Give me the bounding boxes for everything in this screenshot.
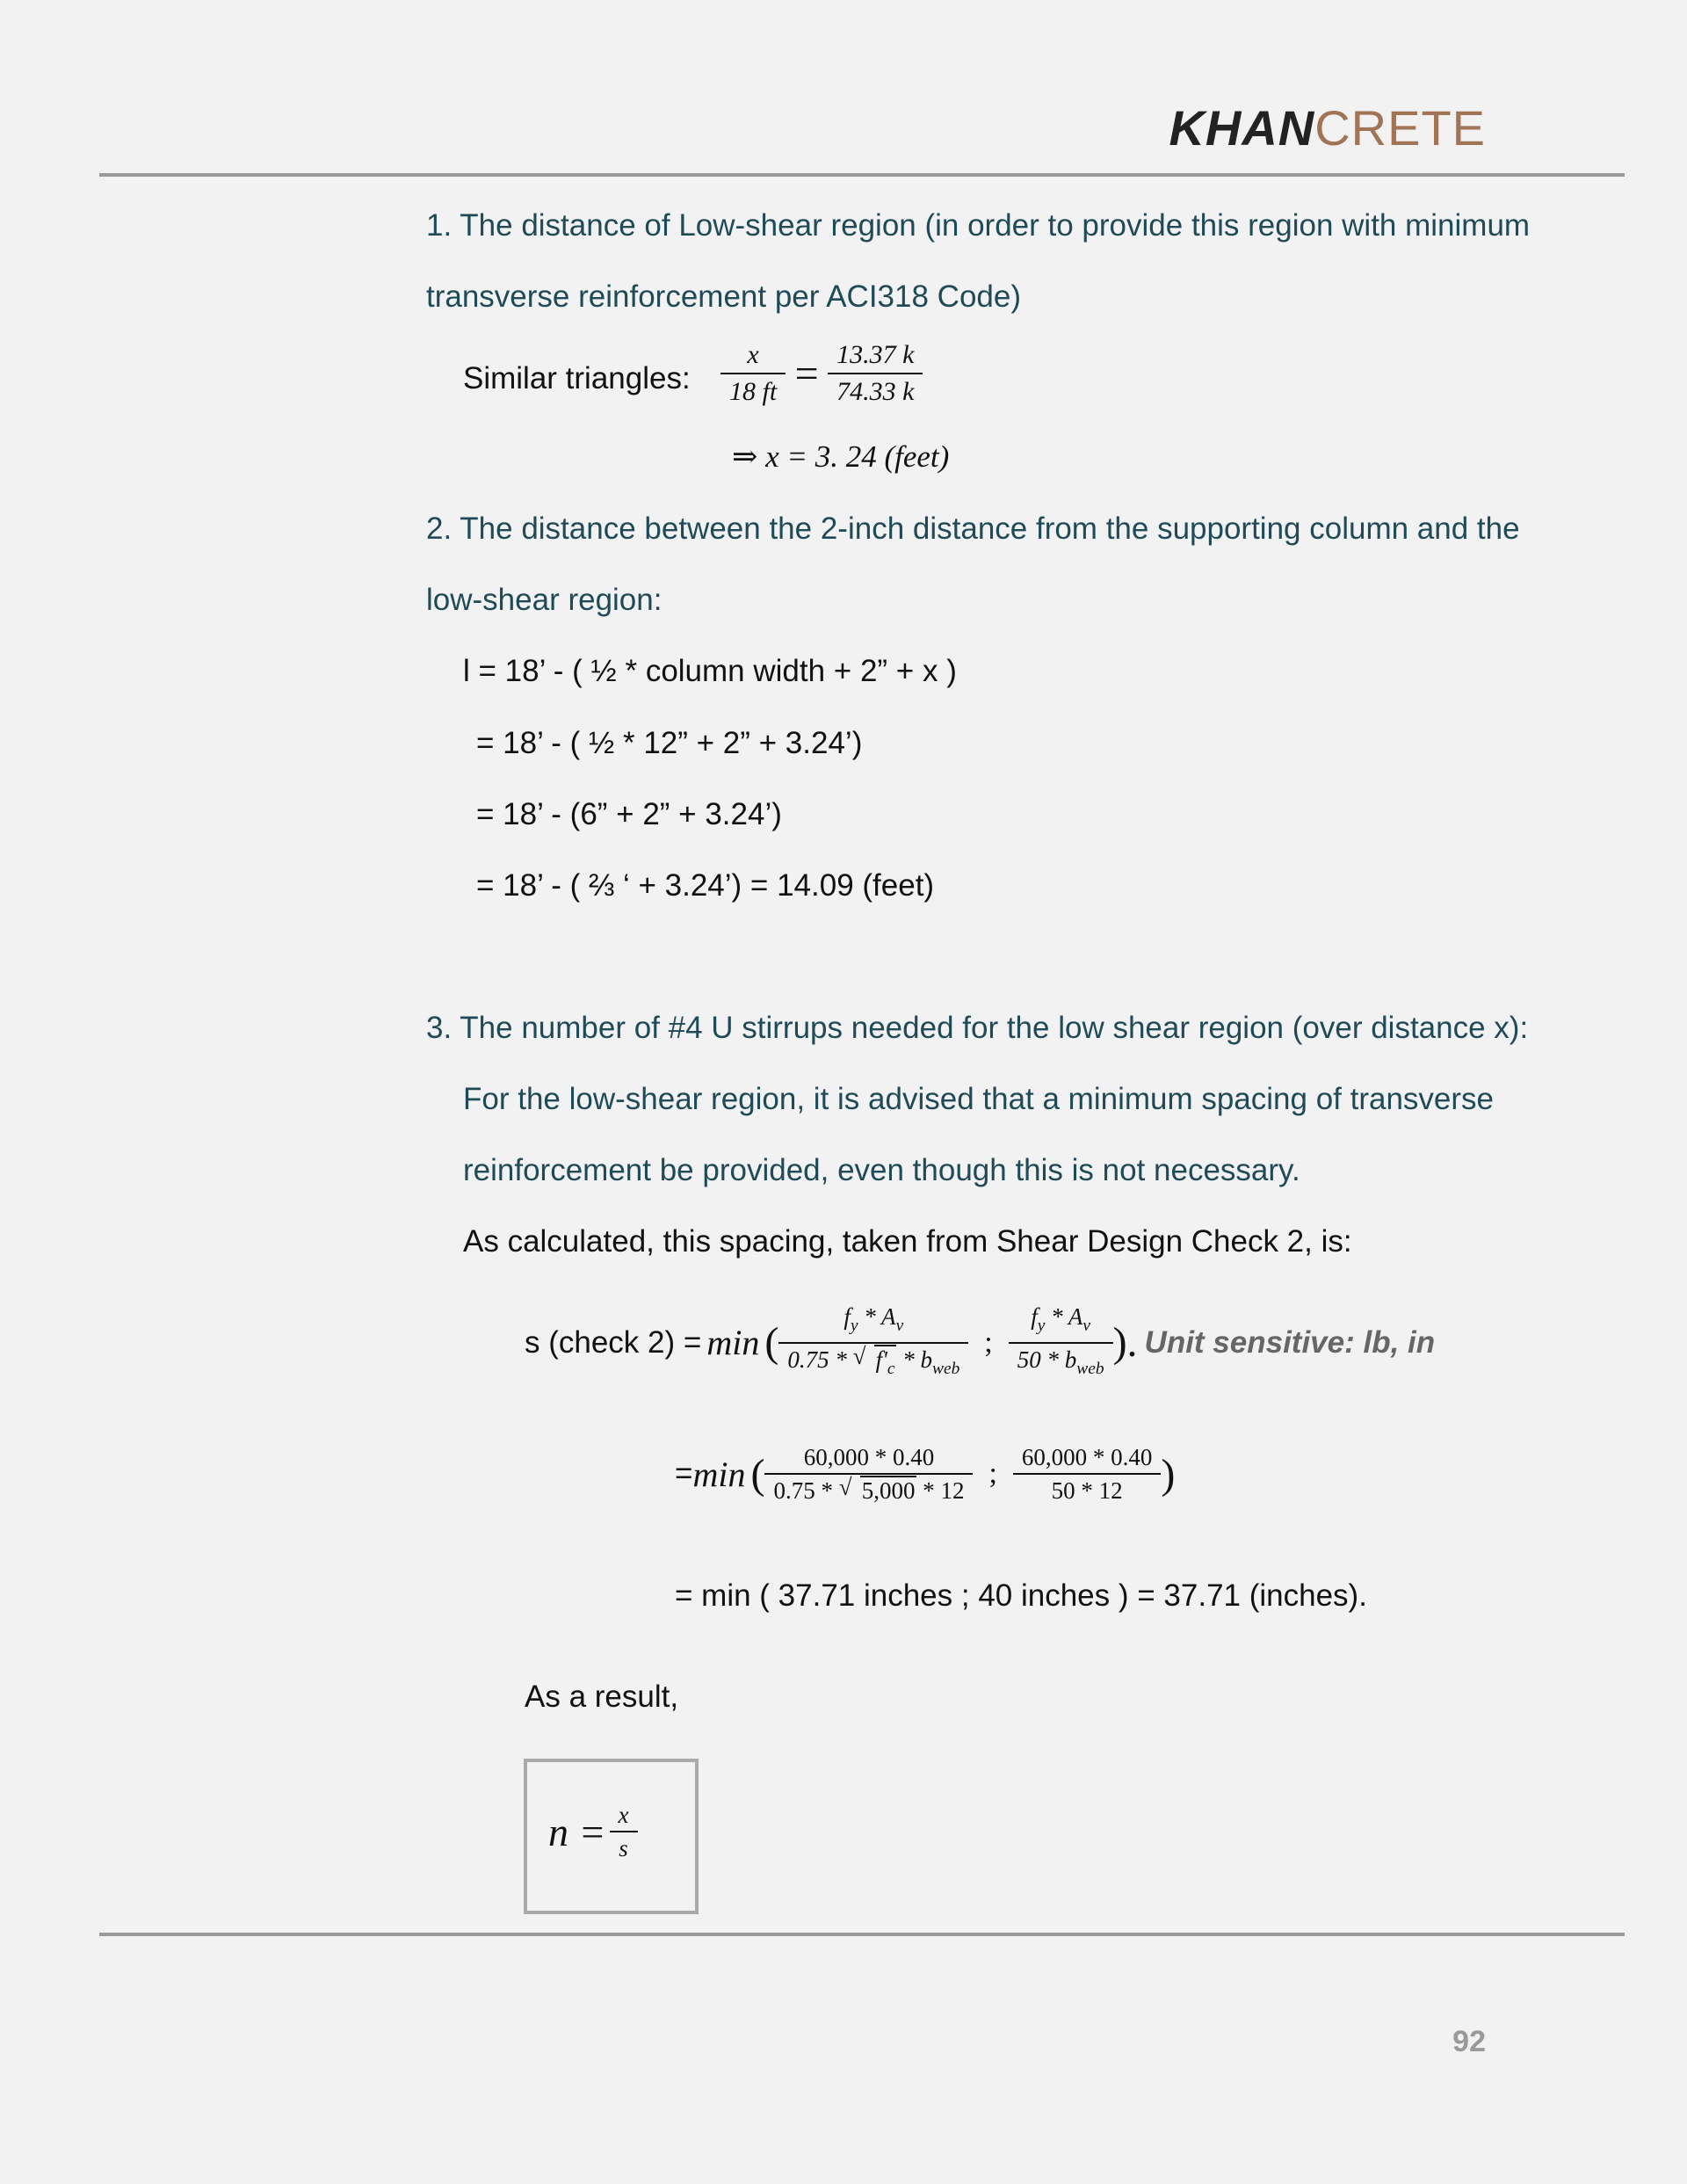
n-formula-lhs: n =	[548, 1809, 606, 1854]
spacing-fraction-2	[1009, 1301, 1113, 1385]
header-divider	[99, 173, 1625, 177]
fraction-numerator: 13.37 k	[836, 340, 915, 369]
fraction-denominator: 18 ft	[729, 377, 778, 406]
page-number: 92	[1452, 2025, 1486, 2058]
spacing-result: = min ( 37.71 inches ; 40 inches ) = 37.71 (inches).	[675, 1578, 1367, 1613]
fraction-numerator: x	[747, 340, 759, 369]
close-paren: )	[1161, 1450, 1176, 1498]
section3-advice-line2: reinforcement be provided, even though this is not necessary.	[463, 1153, 1300, 1187]
spacing-fraction-1	[778, 1301, 968, 1385]
semicolon: ;	[988, 1457, 997, 1490]
fraction-numerator: $f_y * A_v$	[844, 1303, 904, 1335]
x-result: ⇒ x = 3. 24 (feet)	[732, 439, 950, 474]
fraction-denominator: 74.33 k	[836, 377, 915, 406]
x-over-s-fraction	[610, 1799, 638, 1864]
min-function: min	[692, 1454, 746, 1494]
substitution-fraction-1	[764, 1441, 973, 1506]
section3-heading: 3. The number of #4 U stirrups needed for the low shear region (over distance x):	[426, 1011, 1529, 1045]
substitution-fraction-2	[1013, 1441, 1162, 1506]
fraction-x-over-18ft	[720, 337, 786, 410]
spacing-label: s (check 2) =	[525, 1324, 702, 1360]
fraction-numerator: $f_y * A_v$	[1031, 1303, 1091, 1335]
footer-divider	[99, 1933, 1625, 1936]
open-paren: (	[764, 1319, 779, 1367]
calc-intro: As calculated, this spacing, taken from Shear Design Check 2, is:	[463, 1224, 1352, 1259]
semicolon: ;	[984, 1325, 993, 1359]
length-equation-line3: = 18’ - (6” + 2” + 3.24’)	[476, 797, 782, 831]
fraction-numerator: 60,000 * 0.40	[1021, 1444, 1153, 1470]
fraction-numerator: x	[618, 1802, 629, 1828]
length-equation-line2: = 18’ - ( ½ * 12” + 2” + 3.24’)	[476, 726, 863, 760]
section1-heading-line2: transverse reinforcement per ACI318 Code)	[426, 279, 1021, 314]
fraction-numerator: 60,000 * 0.40	[803, 1444, 935, 1470]
spacing-formula	[525, 1301, 1435, 1385]
fraction-denominator: s	[619, 1835, 628, 1861]
n-formula-box	[524, 1759, 699, 1914]
unit-sensitive-note: Unit sensitive: lb, in	[1144, 1324, 1436, 1360]
section2-heading-line2: low-shear region:	[426, 583, 662, 617]
section3-advice-line1: For the low-shear region, it is advised that a minimum spacing of transverse	[463, 1082, 1495, 1116]
close-paren: ).	[1112, 1319, 1138, 1367]
fraction-denominator: 0.75 * √ 5,000 * 12	[773, 1474, 965, 1504]
fraction-denominator: $50 * b_{web}$	[1017, 1346, 1104, 1378]
n-formula	[548, 1799, 638, 1864]
equals-sign: =	[794, 350, 819, 397]
similar-triangles-label: Similar triangles:	[463, 361, 691, 395]
equals-prefix: =	[675, 1456, 693, 1491]
open-paren: (	[750, 1450, 765, 1498]
result-label: As a result,	[525, 1680, 679, 1714]
fraction-denominator: 0.75 * √ $f'_c * b_{web}$	[787, 1342, 960, 1378]
min-function: min	[706, 1323, 760, 1363]
logo-light-text: CRETE	[1314, 100, 1486, 156]
khancrete-logo	[1169, 100, 1486, 156]
length-equation-line4: = 18’ - ( ⅔ ‘ + 3.24’) = 14.09 (feet)	[476, 868, 935, 903]
spacing-substitution	[675, 1441, 1175, 1506]
fraction-denominator: 50 * 12	[1051, 1477, 1123, 1504]
fraction-shear-ratio	[828, 337, 923, 410]
similar-triangles-equation	[720, 337, 923, 410]
logo-bold-text: KHAN	[1169, 100, 1315, 156]
section1-heading-line1: 1. The distance of Low-shear region (in order to provide this region with minimum	[426, 208, 1531, 243]
section2-heading-line1: 2. The distance between the 2-inch distance from the supporting column and the	[426, 512, 1520, 546]
length-equation-line1: l = 18’ - ( ½ * column width + 2” + x )	[463, 654, 957, 688]
